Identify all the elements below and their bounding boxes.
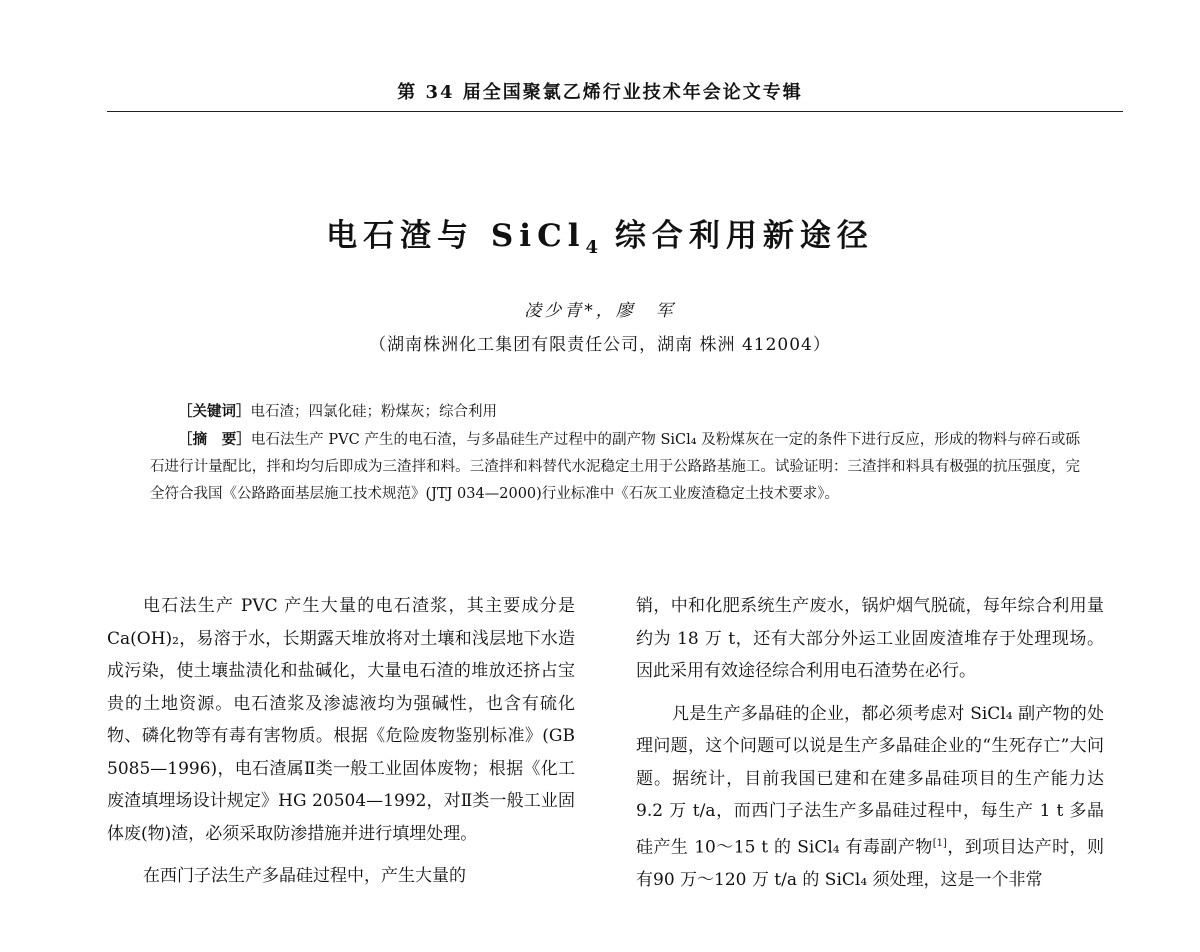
- keywords-label: ［关键词］: [178, 403, 251, 420]
- body-paragraph: 在西门子法生产多晶硅过程中，产生大量的: [143, 866, 466, 886]
- body-text: 凡是生产多晶硅的企业，都必须考虑对 SiCl₄ 副产物的处理问题，这个问题可以说是生产多晶硅企业的“生死存亡”大问题。据统计，目前我国已建和在建多晶硅项目的生产能力达 9.2 万 t/a，而西门子法生产多晶硅过程中，每生产 1 t 多晶硅产生 10～15 t 的 SiCl₄ 有毒副产物: [636, 703, 1104, 858]
- title-rest: 综合利用新途径: [598, 218, 874, 254]
- abstract-paragraph: [150, 426, 1080, 508]
- body-left-column: [107, 590, 575, 903]
- body-paragraph: 销，中和化肥系统生产废水，锅炉烟气脱硫，每年综合利用量约为 18 万 t，还有大部分外运工业固废渣堆存于处理现场。因此采用有效途径综合利用电石渣势在必行。: [636, 596, 1104, 681]
- reference-marker: [1]: [932, 837, 947, 849]
- body-text: ，到项目达产时，则有90 万～120 万 t/a 的 SiCl₄ 须处理，这是一个非常: [636, 837, 1104, 890]
- paper-title: [0, 210, 1200, 258]
- authors: 凌少青*，廖 军: [524, 301, 676, 321]
- keywords-text: 电石渣；四氯化硅；粉煤灰；综合利用: [250, 404, 497, 420]
- title-subscript: 4: [585, 237, 599, 259]
- title-main: 电石渣与 SiCl: [326, 218, 586, 254]
- body-paragraph: 电石法生产 PVC 产生大量的电石渣浆，其主要成分是 Ca(OH)₂，易溶于水，长期露天堆放将对土壤和浅层地下水造成污染，使土壤盐渍化和盐碱化，大量电石渣的堆放还挤占宝贵的土地资源。电石渣浆及渗滤液均为强碱性，也含有硫化物、磷化物等有毒有害物质。根据《危险废物鉴别标准》(GB 5085—1996)，电石渣属Ⅱ类一般工业固体废物；根据《化工废渣填埋场设计规定》HG 20504—1992，对Ⅱ类一般工业固体废(物)渣，必须采取防渗措施并进行填埋处理。: [107, 596, 575, 844]
- header-rule: [107, 111, 1123, 112]
- journal-header: 第 34 届全国聚氯乙烯行业技术年会论文专辑: [397, 82, 803, 103]
- abstract-text: 电石法生产 PVC 产生的电石渣，与多晶硅生产过程中的副产物 SiCl₄ 及粉煤灰在一定的条件下进行反应，形成的物料与碎石或砾石进行计量配比，拌和均匀后即成为三渣拌和料。三渣拌和料替代水泥稳定土用于公路路基施工。试验证明：三渣拌和料具有极强的抗压强度，完全符合我国《公路路面基层施工技术规范》(JTJ 034—2000)行业标准中《石灰工业废渣稳定土技术要求》。: [150, 432, 1081, 502]
- keywords-line: [150, 398, 1080, 426]
- abstract-label: ［摘 要］: [178, 431, 251, 448]
- abstract-block: [150, 398, 1080, 508]
- body-right-column: [636, 590, 1104, 906]
- affiliation: （湖南株洲化工集团有限责任公司，湖南 株洲 412004）: [369, 335, 831, 355]
- body-paragraph: [636, 698, 1104, 897]
